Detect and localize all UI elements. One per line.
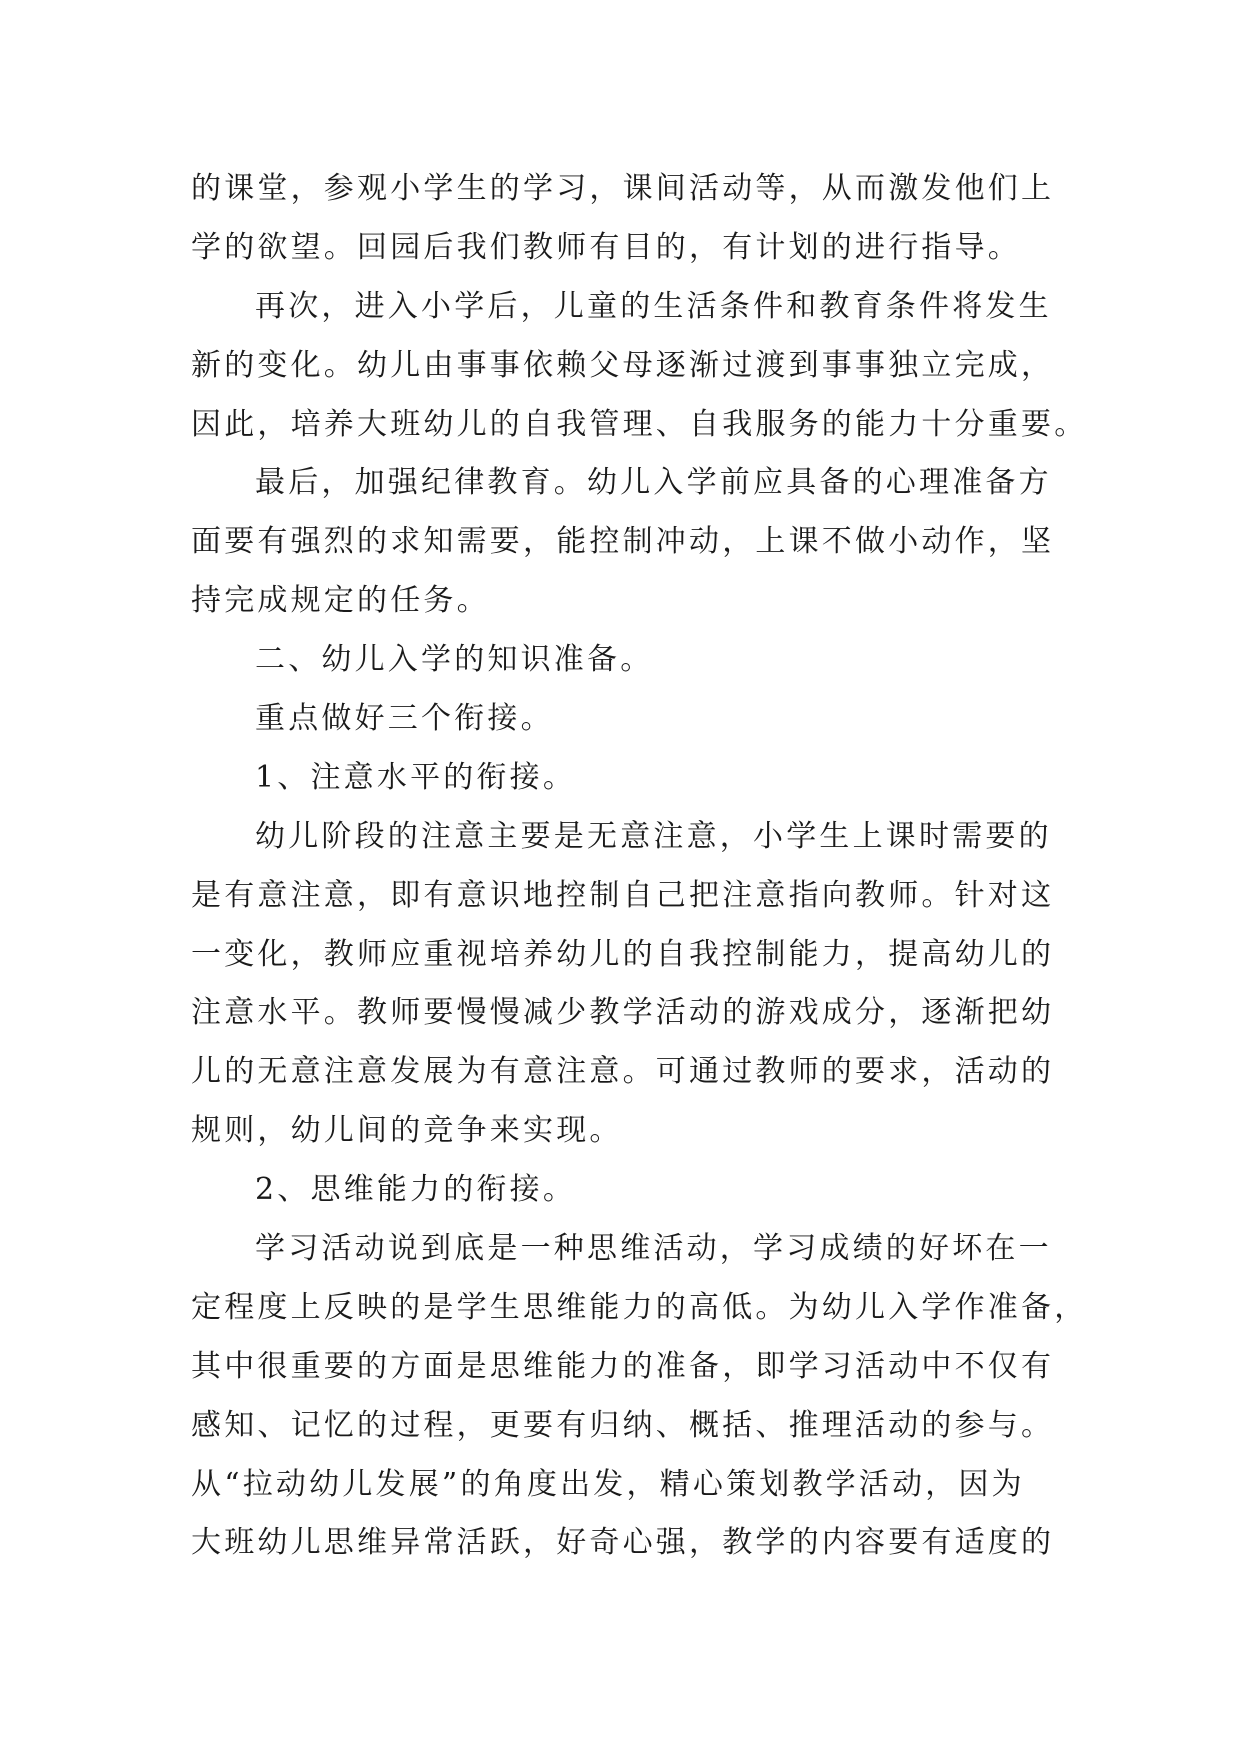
text-line: 规则，幼儿间的竞争来实现。: [191, 1113, 623, 1149]
subsection-heading: 1、注意水平的衔接。: [255, 759, 577, 795]
text-line: 面要有强烈的求知需要，能控制冲动，上课不做小动作，坚: [191, 524, 1055, 560]
paragraph-start-line: 再次，进入小学后，儿童的生活条件和教育条件将发生: [255, 288, 1052, 324]
paragraph-start-line: 最后，加强纪律教育。幼儿入学前应具备的心理准备方: [255, 465, 1052, 501]
text-line: 是有意注意，即有意识地控制自己把注意指向教师。针对这: [191, 877, 1055, 913]
text-line: 注意水平。教师要慢慢减少教学活动的游戏成分，逐渐把幼: [191, 995, 1055, 1031]
text-line: 儿的无意注意发展为有意注意。可通过教师的要求，活动的: [191, 1054, 1055, 1090]
subsection-heading: 2、思维能力的衔接。: [255, 1172, 577, 1208]
text-line: 的课堂，参观小学生的学习，课间活动等，从而激发他们上: [191, 171, 1055, 206]
text-line: 因此，培养大班幼儿的自我管理、自我服务的能力十分重要。: [191, 406, 1088, 442]
text-line: 定程度上反映的是学生思维能力的高低。为幼儿入学作准备，: [191, 1289, 1088, 1325]
paragraph-start-line: 重点做好三个衔接。: [255, 701, 554, 737]
text-line: 感知、记忆的过程，更要有归纳、概括、推理活动的参与。: [191, 1407, 1055, 1443]
text-line: 其中很重要的方面是思维能力的准备，即学习活动中不仅有: [191, 1348, 1055, 1384]
text-line: 持完成规定的任务。: [191, 583, 490, 619]
text-line: 学的欲望。回园后我们教师有目的，有计划的进行指导。: [191, 229, 1021, 265]
body-text: [191, 160, 1088, 1573]
paragraph-start-line: 幼儿阶段的注意主要是无意注意，小学生上课时需要的: [255, 818, 1052, 854]
paragraph-start-line: 学习活动说到底是一种思维活动，学习成绩的好坏在一: [255, 1231, 1052, 1267]
text-line: 从“拉动幼儿发展”的角度出发，精心策划教学活动，因为: [191, 1466, 1025, 1502]
text-line: 大班幼儿思维异常活跃，好奇心强，教学的内容要有适度的: [191, 1525, 1055, 1561]
text-line: 新的变化。幼儿由事事依赖父母逐渐过渡到事事独立完成，: [191, 347, 1055, 383]
text-line: 一变化，教师应重视培养幼儿的自我控制能力，提高幼儿的: [191, 936, 1055, 972]
section-heading: 二、幼儿入学的知识准备。: [255, 642, 654, 678]
